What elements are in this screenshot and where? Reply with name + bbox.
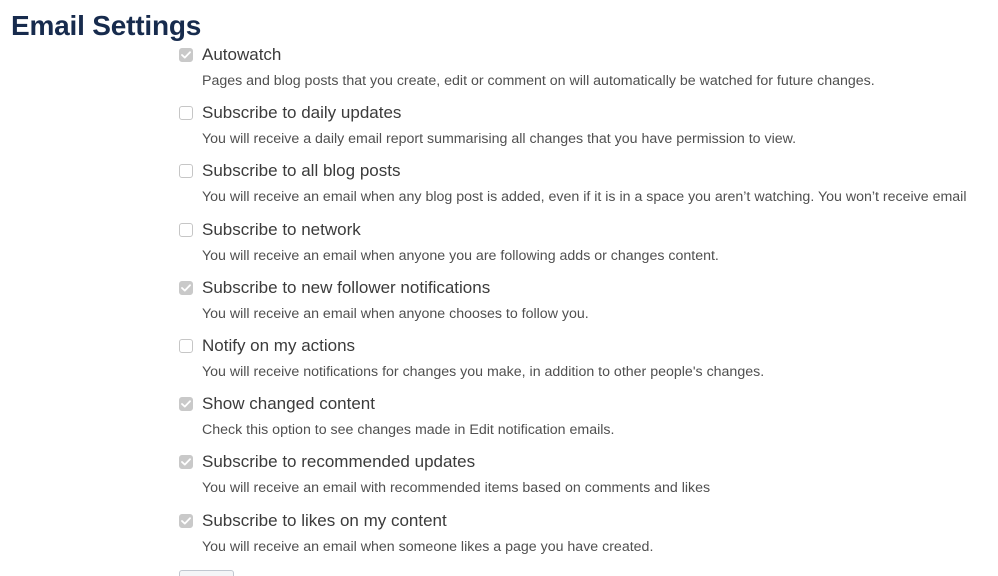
setting-daily-updates <box>179 101 998 159</box>
page-title: Email Settings <box>11 10 202 41</box>
likes-on-content-checkbox[interactable] <box>179 514 193 528</box>
settings-list <box>179 43 998 567</box>
all-blog-posts-checkbox[interactable] <box>179 164 193 178</box>
daily-updates-description: You will receive a daily email report summarising all changes that you have permission to view. <box>202 131 797 148</box>
likes-on-content-label[interactable]: Subscribe to likes on my content <box>202 510 447 530</box>
new-follower-description: You will receive an email when anyone chooses to follow you. <box>202 305 589 322</box>
setting-new-follower <box>179 276 998 334</box>
recommended-updates-description: You will receive an email with recommended items based on comments and likes <box>202 480 711 497</box>
my-actions-description: You will receive notifications for changes you make, in addition to other people's changes. <box>202 363 765 380</box>
setting-likes-on-content <box>179 509 998 567</box>
checkmark-icon <box>181 51 191 59</box>
my-actions-label[interactable]: Notify on my actions <box>202 335 356 355</box>
recommended-updates-label[interactable]: Subscribe to recommended updates <box>202 452 476 472</box>
checkmark-icon <box>181 284 191 292</box>
network-description: You will receive an email when anyone you are following adds or changes content. <box>202 247 719 264</box>
autowatch-checkbox[interactable] <box>179 48 193 62</box>
setting-autowatch <box>179 43 998 101</box>
new-follower-checkbox[interactable] <box>179 281 193 295</box>
all-blog-posts-description: You will receive an email when any blog post is added, even if it is in a space you aren’t watching. You won’t receive email <box>202 189 967 206</box>
checkmark-icon <box>181 458 191 466</box>
daily-updates-label[interactable]: Subscribe to daily updates <box>202 103 402 123</box>
setting-recommended-updates <box>179 450 998 508</box>
likes-on-content-description: You will receive an email when someone likes a page you have created. <box>202 538 654 555</box>
all-blog-posts-label[interactable]: Subscribe to all blog posts <box>202 161 401 181</box>
setting-row <box>179 101 998 125</box>
network-checkbox[interactable] <box>179 223 193 237</box>
recommended-updates-checkbox[interactable] <box>179 455 193 469</box>
setting-my-actions <box>179 334 998 392</box>
network-label[interactable]: Subscribe to network <box>202 219 361 239</box>
setting-row <box>179 276 998 300</box>
setting-changed-content <box>179 392 998 450</box>
save-button[interactable] <box>179 570 234 576</box>
new-follower-label[interactable]: Subscribe to new follower notifications <box>202 277 491 297</box>
setting-row <box>179 450 998 474</box>
setting-row <box>179 218 998 242</box>
checkmark-icon <box>181 517 191 525</box>
setting-row <box>179 334 998 358</box>
daily-updates-checkbox[interactable] <box>179 106 193 120</box>
autowatch-description: Pages and blog posts that you create, edit or comment on will automatically be watched for future changes. <box>202 73 875 89</box>
my-actions-checkbox[interactable] <box>179 339 193 353</box>
setting-row <box>179 392 998 416</box>
changed-content-description: Check this option to see changes made in Edit notification emails. <box>202 422 615 439</box>
checkmark-icon <box>181 400 191 408</box>
setting-row <box>179 509 998 533</box>
changed-content-checkbox[interactable] <box>179 397 193 411</box>
setting-row <box>179 43 998 67</box>
setting-row <box>179 159 998 183</box>
setting-all-blog-posts <box>179 159 998 217</box>
changed-content-label[interactable]: Show changed content <box>202 394 375 414</box>
autowatch-label[interactable]: Autowatch <box>202 45 282 64</box>
setting-network <box>179 218 998 276</box>
